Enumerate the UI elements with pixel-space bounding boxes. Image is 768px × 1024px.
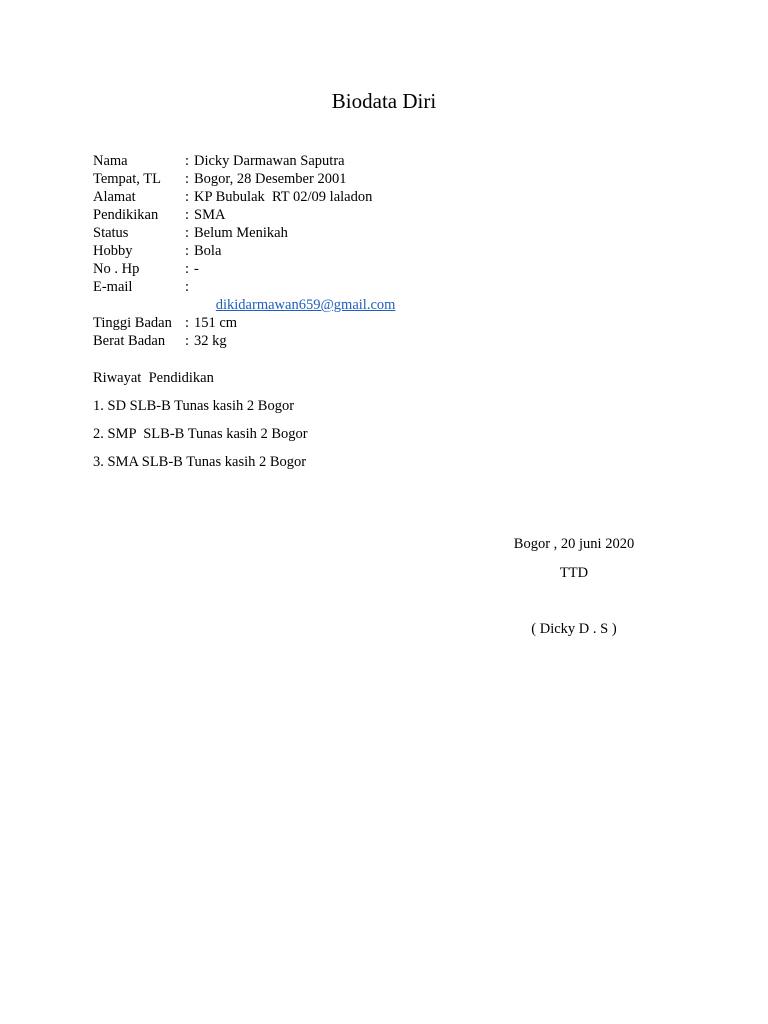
signature-ttd: TTD — [559, 565, 589, 581]
field-separator: : — [185, 153, 190, 169]
field-value: Dicky Darmawan Saputra — [194, 153, 345, 169]
field-value: 32 kg — [194, 333, 227, 349]
field-value: - — [194, 261, 199, 277]
field-separator: : — [185, 279, 190, 295]
field-value: 151 cm — [194, 315, 238, 331]
field-label: Pendikikan — [93, 207, 159, 223]
field-separator: : — [185, 315, 190, 331]
email-link[interactable]: dikidarmawan659@gmail.com — [215, 297, 396, 313]
field-label: Alamat — [93, 189, 136, 205]
field-value: Bogor, 28 Desember 2001 — [194, 171, 347, 187]
education-heading: Riwayat Pendidikan — [93, 370, 214, 386]
field-label: Hobby — [93, 243, 133, 259]
field-label: No . Hp — [93, 261, 140, 277]
field-value: Belum Menikah — [194, 225, 288, 241]
field-label: E-mail — [93, 279, 133, 295]
field-separator: : — [185, 261, 190, 277]
signature-place-date: Bogor , 20 juni 2020 — [513, 536, 635, 552]
field-separator: : — [185, 207, 190, 223]
field-separator: : — [185, 189, 190, 205]
field-value: KP Bubulak RT 02/09 laladon — [194, 189, 373, 205]
field-value: SMA — [194, 207, 226, 223]
field-label: Status — [93, 225, 129, 241]
field-separator: : — [185, 225, 190, 241]
field-label: Tempat, TL — [93, 171, 161, 187]
document-title: Biodata Diri — [331, 89, 437, 113]
education-item: 3. SMA SLB-B Tunas kasih 2 Bogor — [93, 454, 307, 470]
field-label: Nama — [93, 153, 128, 169]
signature-name: ( Dicky D . S ) — [531, 621, 617, 637]
field-separator: : — [185, 333, 190, 349]
field-label: Berat Badan — [93, 333, 166, 349]
field-label: Tinggi Badan — [93, 315, 172, 331]
field-separator: : — [185, 243, 190, 259]
education-item: 1. SD SLB-B Tunas kasih 2 Bogor — [93, 398, 295, 414]
education-item: 2. SMP SLB-B Tunas kasih 2 Bogor — [93, 426, 308, 442]
field-value: Bola — [194, 243, 222, 259]
field-separator: : — [185, 171, 190, 187]
